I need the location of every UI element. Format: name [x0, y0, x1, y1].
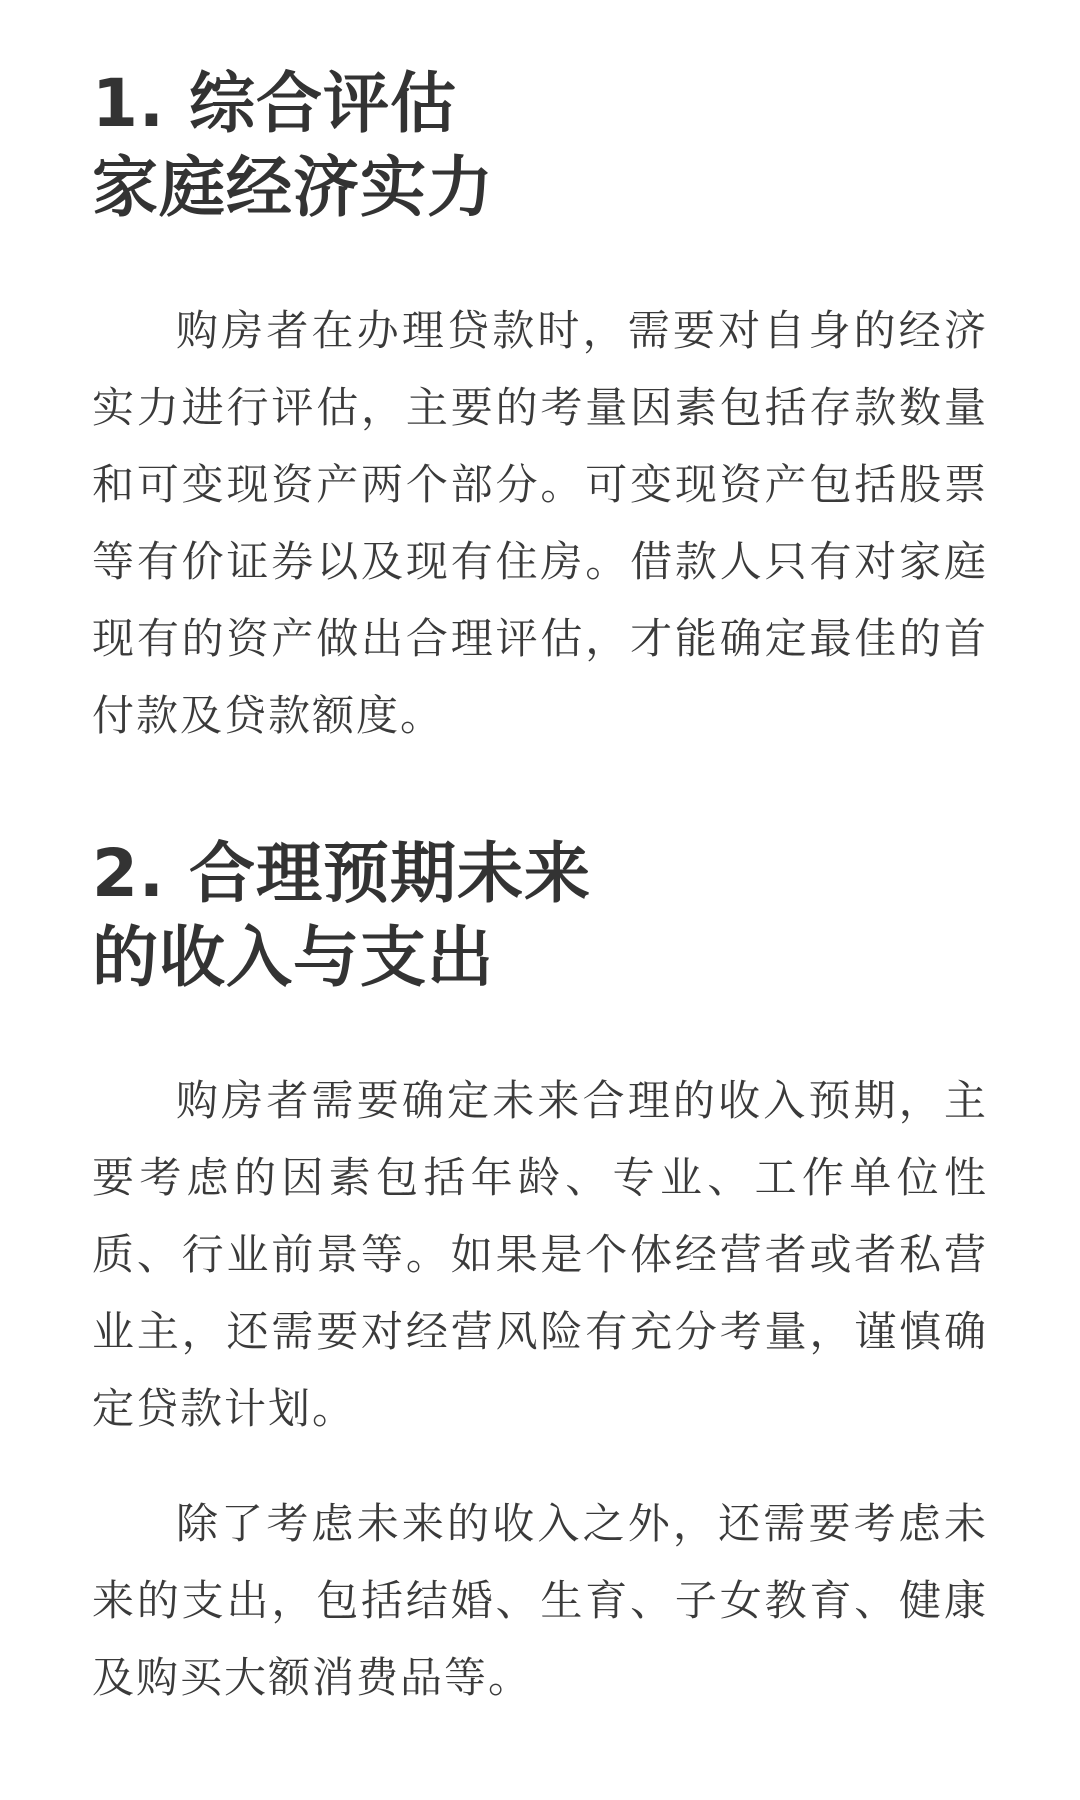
- section-title-1-line-2: 家庭经济实力: [92, 149, 494, 226]
- section-title-2-line-2: 的收入与支出: [92, 919, 494, 996]
- section-title-1-line-1: 1. 综合评估: [92, 65, 457, 142]
- section-1-paragraph-1: 购房者在办理贷款时，需要对自身的经济实力进行评估，主要的考量因素包括存款数量和可变现资产两个部分。可变现资产包括股票等有价证券以及现有住房。借款人只有对家庭现有的资产做出合理评估，才能确定最佳的首付款及贷款额度。: [92, 306, 988, 740]
- section-2-paragraph-2: 除了考虑未来的收入之外，还需要考虑未来的支出，包括结婚、生育、子女教育、健康及购买大额消费品等。: [92, 1499, 988, 1702]
- section-2-paragraph-1: 购房者需要确定未来合理的收入预期，主要考虑的因素包括年龄、专业、工作单位性质、行业前景等。如果是个体经营者或者私营业主，还需要对经营风险有充分考量，谨慎确定贷款计划。: [92, 1076, 988, 1433]
- section-title-1: [92, 62, 988, 230]
- section-title-2: [92, 832, 988, 1000]
- section-title-2-line-1: 2. 合理预期未来: [92, 835, 591, 912]
